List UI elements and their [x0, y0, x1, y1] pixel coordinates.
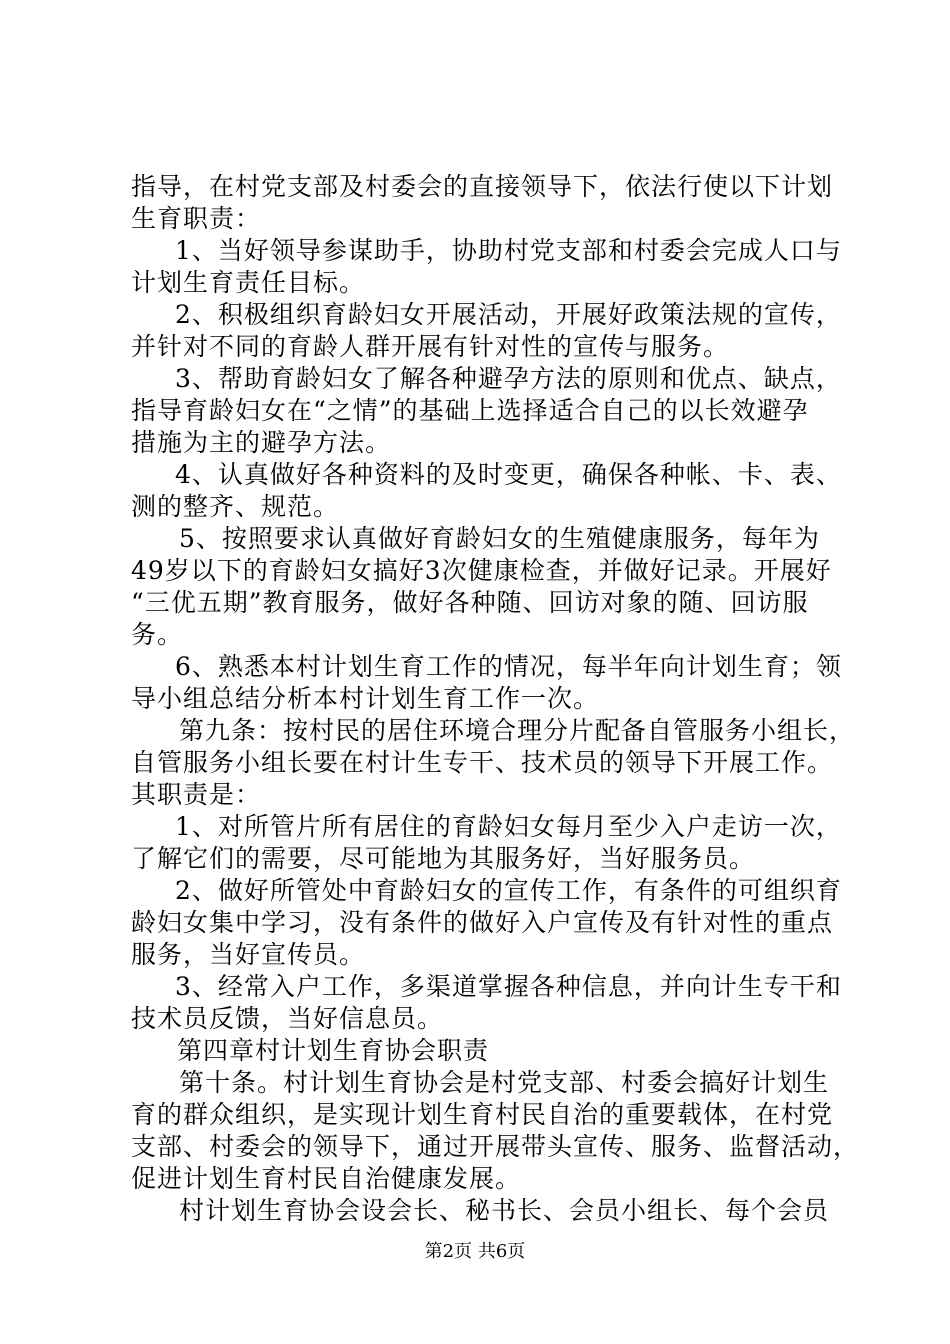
text-line: 6、熟悉本村计划生育工作的情况，每半年向计划生育；领 — [175, 652, 842, 681]
text-line: 导小组总结分析本村计划生育工作一次。 — [131, 684, 600, 713]
text-line: 指导，在村党支部及村委会的直接领导下，依法行使以下计划 — [131, 172, 834, 201]
page-number-footer: 第2页 共6页 — [424, 1241, 526, 1262]
text-line: “三优五期”教育服务，做好各种随、回访对象的随、回访服 — [131, 588, 809, 617]
text-line: 其职责是： — [131, 780, 262, 809]
text-line: 计划生育责任目标。 — [131, 268, 366, 297]
text-line: 2、积极组织育龄妇女开展活动，开展好政策法规的宣传， — [175, 300, 842, 329]
text-line: 并针对不同的育龄人群开展有针对性的宣传与服务。 — [131, 332, 730, 361]
text-line: 生育职责： — [131, 204, 262, 233]
text-line: 4、认真做好各种资料的及时变更，确保各种帐、卡、表、 — [175, 460, 842, 489]
text-line: 第十条。村计划生育协会是村党支部、村委会搞好计划生 — [179, 1068, 830, 1097]
text-line: 务。 — [131, 620, 184, 649]
text-line: 49岁以下的育龄妇女搞好3次健康检查，并做好记录。开展好 — [131, 556, 832, 585]
text-line: 指导育龄妇女在“之情”的基础上选择适合自己的以长效避孕 — [131, 396, 809, 425]
text-line: 龄妇女集中学习，没有条件的做好入户宣传及有针对性的重点 — [131, 908, 834, 937]
text-line: 3、经常入户工作，多渠道掌握各种信息，并向计生专干和 — [175, 972, 842, 1001]
text-line: 措施为主的避孕方法。 — [131, 428, 392, 457]
text-line: 支部、村委会的领导下，通过开展带头宣传、服务、监督活动， — [131, 1132, 860, 1161]
text-line: 3、帮助育龄妇女了解各种避孕方法的原则和优点、缺点， — [175, 364, 842, 393]
document-body — [131, 171, 860, 1227]
text-line: 测的整齐、规范。 — [131, 492, 340, 521]
text-line: 1、当好领导参谋助手，协助村党支部和村委会完成人口与 — [175, 236, 842, 265]
text-line: 育的群众组织，是实现计划生育村民自治的重要载体，在村党 — [131, 1100, 834, 1129]
text-line: 5、按照要求认真做好育龄妇女的生殖健康服务，每年为 — [179, 524, 820, 553]
text-line: 村计划生育协会设会长、秘书长、会员小组长、每个会员 — [179, 1196, 830, 1225]
chapter-heading: 第四章村计划生育协会职责 — [177, 1036, 490, 1065]
text-line: 服务，当好宣传员。 — [131, 940, 366, 969]
text-line: 了解它们的需要，尽可能地为其服务好，当好服务员。 — [131, 844, 756, 873]
text-line: 自管服务小组长要在村计生专干、技术员的领导下开展工作。 — [131, 748, 834, 777]
text-line: 技术员反馈，当好信息员。 — [131, 1004, 444, 1033]
text-line: 第九条：按村民的居住环境合理分片配备自管服务小组长， — [179, 716, 856, 745]
text-line: 1、对所管片所有居住的育龄妇女每月至少入户走访一次， — [175, 812, 842, 841]
text-line: 2、做好所管处中育龄妇女的宣传工作，有条件的可组织育 — [175, 876, 842, 905]
text-line: 促进计划生育村民自治健康发展。 — [131, 1164, 522, 1193]
